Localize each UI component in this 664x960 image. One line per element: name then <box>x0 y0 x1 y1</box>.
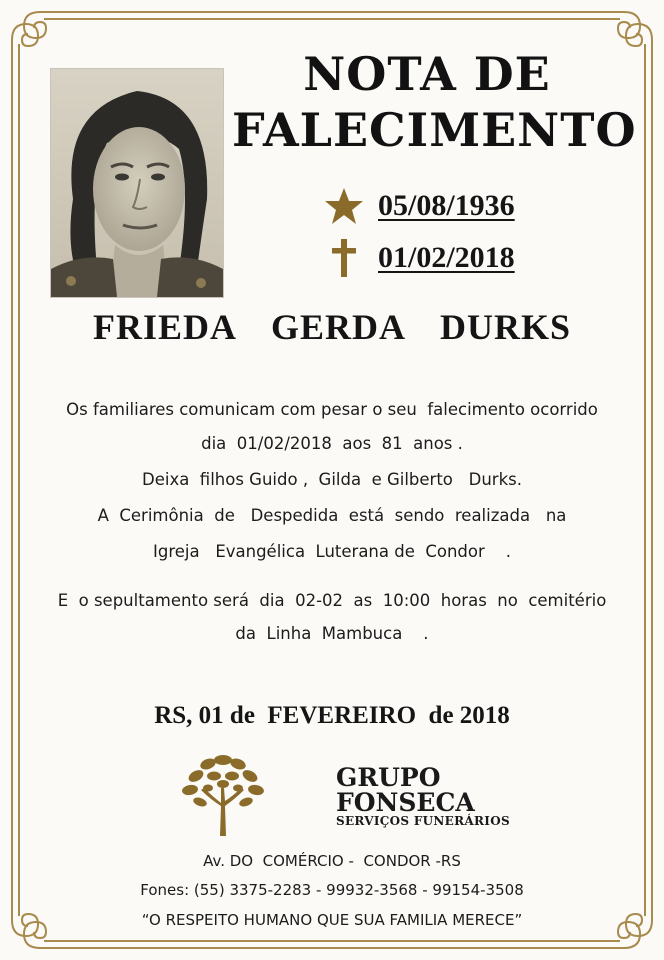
company-slogan: “O RESPEITO HUMANO QUE SUA FAMILIA MERECE” <box>141 911 523 929</box>
message-line-2: dia 01/02/2018 aos 81 anos . <box>201 434 463 453</box>
message-line-1: Os familiares comunicam com pesar o seu falecimento ocorrido <box>66 400 598 419</box>
death-date: 01/02/2018 <box>378 241 515 274</box>
birth-date-row <box>322 186 515 226</box>
tree-icon <box>178 748 268 838</box>
birth-date: 05/08/1936 <box>378 189 515 222</box>
title-line-2: FALECIMENTO <box>232 103 637 157</box>
title-line-1: NOTA DE <box>303 47 551 101</box>
death-date-row <box>322 238 515 278</box>
company-tagline: SERVIÇOS FUNERÁRIOS <box>336 814 510 828</box>
message-line-6: E o sepultamento será dia 02-02 as 10:00 horas no cemitério <box>57 591 607 610</box>
deceased-photo <box>50 68 224 298</box>
deceased-name: FRIEDA GERDA DURKS <box>92 307 572 347</box>
place-and-date: RS, 01 de FEVEREIRO de 2018 <box>154 702 510 729</box>
company-name-line-2: FONSECA <box>336 788 475 817</box>
message-line-5: Igreja Evangélica Luterana de Condor . <box>152 542 512 561</box>
star-icon <box>322 186 366 226</box>
company-phones: Fones: (55) 3375-2283 - 99932-3568 - 99154-3508 <box>140 881 524 899</box>
company-name-line-1: GRUPO <box>336 763 441 792</box>
message-line-7: da Linha Mambuca . <box>235 624 429 643</box>
message-line-3: Deixa filhos Guido , Gilda e Gilberto Durks. <box>142 470 522 489</box>
message-line-4: A Cerimônia de Despedida está sendo realizada na <box>97 506 567 525</box>
cross-icon <box>322 238 366 278</box>
company-address: Av. DO COMÉRCIO - CONDOR -RS <box>203 852 461 870</box>
